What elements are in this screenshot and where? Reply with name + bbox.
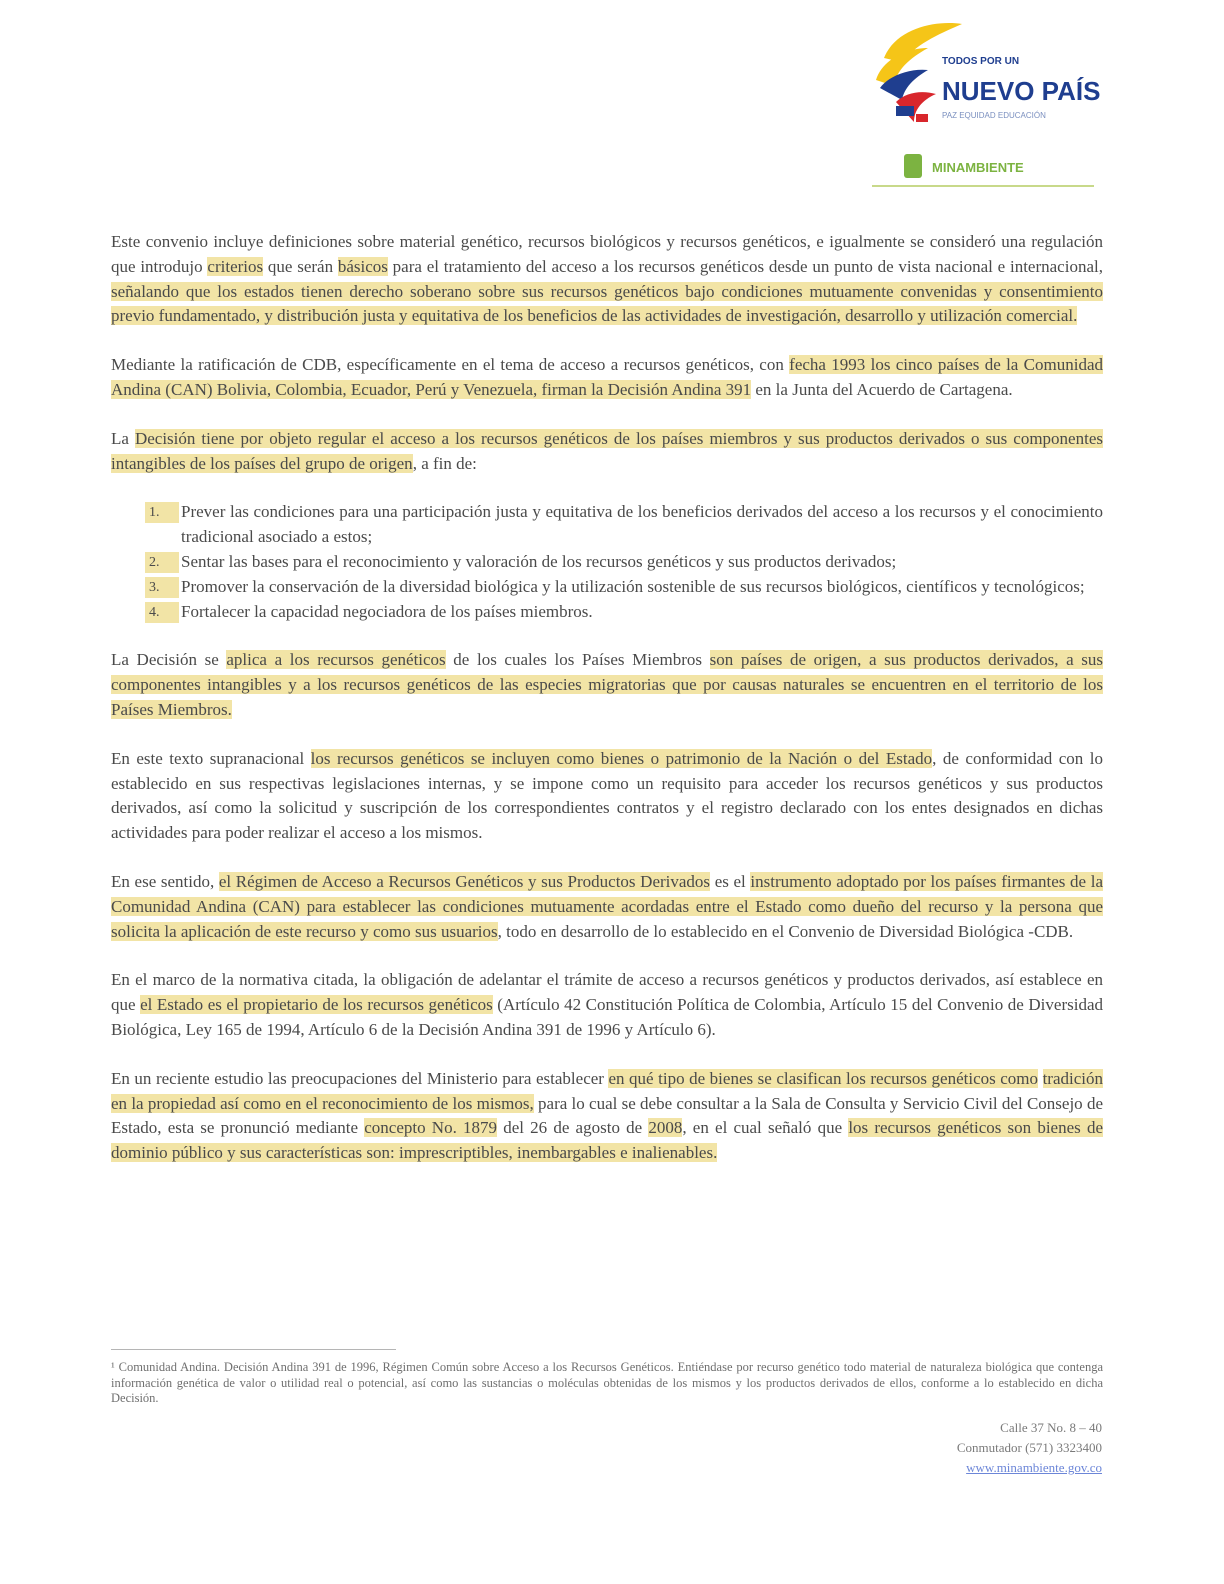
list-text: Promover la conservación de la diversidad biológica y la utilización sostenible de sus recursos biológicos, científicos y tecnológicos; (181, 576, 1085, 596)
ministry-logo (904, 154, 1024, 178)
ministry-name: MINAMBIENTE (932, 160, 1024, 175)
website-link[interactable]: www.minambiente.gov.co (966, 1460, 1102, 1475)
paragraph-text: en la Junta del Acuerdo de Cartagena. (751, 379, 1013, 399)
highlighted-text: Decisión tiene por objeto regular el acceso a los recursos genéticos de los países miembros y sus productos derivados o sus componentes intangibles de los países del grupo de origen (111, 428, 1103, 473)
paragraph (111, 747, 1103, 846)
highlighted-text: instrumento adoptado por los países firmantes de la Comunidad Andina (CAN) para establecer las condiciones mutuamente acordadas entre el Estado como dueño del recurso y la persona que solicita la aplicación de este recurso y como sus usuarios (111, 871, 1103, 941)
paragraph (111, 427, 1103, 477)
paragraph-text: del 26 de agosto de (497, 1118, 649, 1138)
highlighted-text: criterios (207, 256, 264, 276)
paragraph-text: , todo en desarrollo de lo establecido en el Convenio de Diversidad Biológica -CDB. (497, 921, 1074, 941)
paragraph-text: En este texto supranacional (111, 748, 311, 768)
paragraph (111, 648, 1103, 722)
highlighted-text: aplica a los recursos genéticos (226, 650, 446, 670)
list-item (149, 575, 1103, 600)
paragraph-text: para lo cual se debe consultar a la Sala de Consulta y Servicio Civil del Consejo de Estado, esta se pronunció mediante (111, 1093, 1103, 1138)
paragraph-text: de los cuales los Países Miembros (445, 650, 710, 670)
highlighted-text: el Régimen de Acceso a Recursos Genéticos y sus Productos Derivados (218, 871, 711, 891)
list-item (149, 600, 1103, 625)
paragraph (111, 968, 1103, 1042)
list-text: Sentar las bases para el reconocimiento y valoración de los recursos genéticos y sus productos derivados; (181, 551, 897, 571)
highlighted-text: son países de origen, a sus productos derivados, a sus componentes intangibles y a los recursos genéticos de las especies migratorias que por causas naturales se encuentren en el territorio de los Países Miembros. (111, 650, 1104, 719)
paragraph-text: En un reciente estudio las preocupaciones del Ministerio para establecer (111, 1068, 609, 1088)
highlighted-text: concepto No. 1879 (364, 1118, 498, 1138)
logo-line2: NUEVO PAÍS (942, 76, 1101, 106)
highlighted-text: 2008 (648, 1118, 683, 1138)
paragraph-text: que serán (263, 256, 338, 276)
paragraph-text: es el (710, 871, 751, 891)
paragraph-text (1038, 1069, 1043, 1088)
highlighted-text: los recursos genéticos se incluyen como bienes o patrimonio de la Nación o del Estado (310, 748, 933, 768)
highlighted-text: básicos (337, 256, 388, 276)
highlighted-text: en qué tipo de bienes se clasifican los recursos genéticos como (608, 1068, 1039, 1088)
list-item (149, 500, 1103, 550)
footnote: ¹ Comunidad Andina. Decisión Andina 391 de 1996, Régimen Común sobre Acceso a los Recursos Genéticos. Entiéndase por recurso genético todo material de naturaleza biológica que contenga información genética de valor o utilidad real o potencial, así como las sustancias o moléculas obtenidas de los mismos y los productos derivados de ellos, conforme a lo establecido en dicha Decisión. (111, 1360, 1103, 1405)
list-number: 1. (145, 502, 179, 523)
paragraph-text: La Decisión se (111, 650, 227, 670)
list-text: Fortalecer la capacidad negociadora de los países miembros. (181, 601, 593, 621)
highlighted-text: tradición en la propiedad así como en el reconocimiento de los mismos, (111, 1068, 1103, 1113)
list-number: 2. (145, 552, 179, 573)
paragraph-text: , de conformidad con lo establecido en sus respectivas legislaciones internas, y se impone como un requisito para acceder los recursos genéticos y sus productos derivados, así como la solicitud y suscripción de los correspondientes contratos y el registro declarado con los entes designados en dichas actividades para poder realizar el acceso a los mismos. (111, 748, 1103, 843)
paragraph-text: La (111, 428, 135, 448)
paragraph-text: para el tratamiento del acceso a los recursos genéticos desde un punto de vista nacional e internacional, (387, 256, 1103, 276)
highlighted-text: el Estado es el propietario de los recursos genéticos (140, 995, 493, 1015)
address-block (957, 1418, 1102, 1478)
list-number: 4. (145, 602, 179, 623)
highlighted-text: señalando que los estados tienen derecho soberano sobre sus recursos genéticos bajo condiciones mutuamente convenidas y consentimiento previo fundamentado, y distribución justa y equitativa de los beneficios de las actividades de investigación, desarrollo y utilización comercial. (111, 281, 1103, 326)
address-street: Calle 37 No. 8 – 40 (1000, 1420, 1102, 1435)
paragraph (111, 353, 1103, 403)
logo-line3: PAZ EQUIDAD EDUCACIÓN (942, 111, 1046, 120)
leaf-icon (904, 154, 922, 178)
highlighted-text: fecha 1993 los cinco países de la Comunidad Andina (CAN) Bolivia, Colombia, Ecuador, Perú y Venezuela, firman la Decisión Andina 391 (111, 355, 1103, 399)
paragraph (111, 230, 1103, 329)
highlighted-text: los recursos genéticos son bienes de dominio público y sus características son: imprescriptibles, inembargables e inalienables. (111, 1118, 1103, 1163)
list-text: Prever las condiciones para una participación justa y equitativa de los beneficios derivados del acceso a los recursos y el conocimiento tradicional asociado a estos; (181, 502, 1103, 547)
paragraph-text: En el marco de la normativa citada, la obligación de adelantar el trámite de acceso a recursos genéticos y productos derivados, así establece en que (111, 970, 1103, 1015)
government-logo (866, 18, 1102, 198)
logo-line1: TODOS POR UN (942, 56, 1020, 67)
address-phone: Conmutador (571) 3323400 (956, 1440, 1102, 1455)
paragraph (111, 870, 1103, 944)
letter-body (111, 230, 1103, 1190)
header-divider (872, 185, 1094, 187)
paragraph-text: , a fin de: (412, 453, 477, 473)
list-number: 3. (145, 577, 179, 598)
footnote-divider (111, 1349, 396, 1350)
flag-swoosh-icon (876, 23, 962, 122)
paragraph-text: Este convenio incluye definiciones sobre material genético, recursos biológicos y recursos genéticos, e igualmente se consideró una regulación que introdujo (111, 232, 1103, 276)
paragraph-text: En ese sentido, (111, 871, 219, 891)
paragraph-text: Mediante la ratificación de CDB, específicamente en el tema de acceso a recursos genéticos, con (111, 355, 790, 375)
objectives-list (111, 500, 1103, 624)
paragraph-text: (Artículo 42 Constitución Política de Colombia, Artículo 15 del Convenio de Diversidad Biológica, Ley 165 de 1994, Artículo 6 de la Decisión Andina 391 de 1996 y Artículo 6). (111, 995, 1103, 1039)
list-item (149, 550, 1103, 575)
paragraph-text: , en el cual señaló que (682, 1118, 849, 1138)
paragraph (111, 1067, 1103, 1166)
